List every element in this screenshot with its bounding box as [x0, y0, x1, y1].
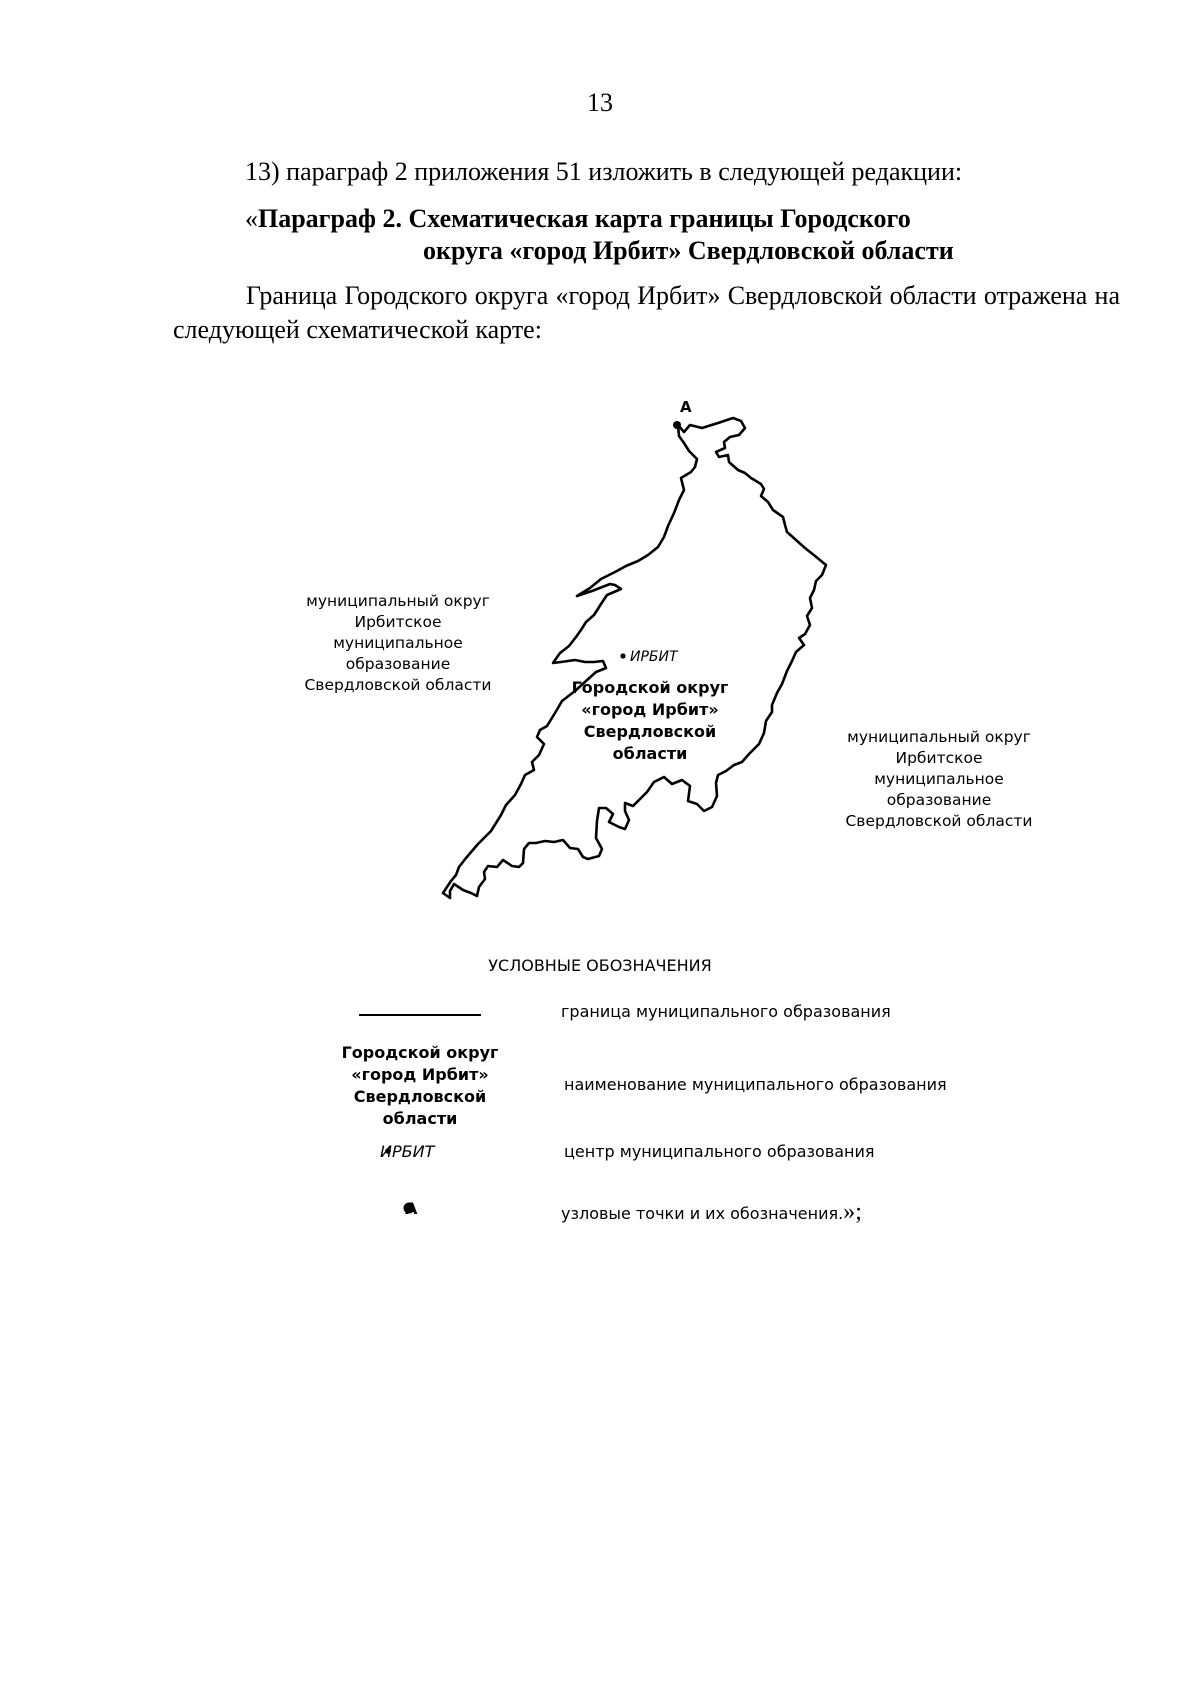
- legend-name-sample: [330, 1042, 510, 1130]
- neighbor-west-line: образование: [345, 655, 451, 673]
- district-name-line: Свердловской: [583, 722, 717, 741]
- legend-center-desc: центр муниципального образования: [564, 1142, 875, 1161]
- city-center-marker: [620, 653, 625, 658]
- boundary-node-marker: [673, 421, 681, 429]
- heading-line-2: округа «город Ирбит» Свердловской области: [423, 236, 954, 265]
- neighbor-west-line: Ирбитское: [354, 613, 442, 631]
- legend-boundary-desc: граница муниципального образования: [561, 1002, 891, 1021]
- district-name-line: Городской округ: [571, 678, 729, 697]
- legend-title: УСЛОВНЫЕ ОБОЗНАЧЕНИЯ: [488, 956, 712, 975]
- heading-line-1: Параграф 2. Схематическая карта границы Городского: [258, 204, 911, 233]
- legend-center-label: ИРБИТ: [380, 1142, 435, 1161]
- legend-name-line: Свердловской: [353, 1087, 487, 1106]
- neighbor-label-west: [278, 591, 518, 696]
- page-number: 13: [587, 88, 613, 117]
- district-name-line: области: [612, 744, 688, 763]
- city-center-label: ИРБИТ: [630, 649, 678, 665]
- neighbor-west-line: муниципальное: [333, 634, 463, 652]
- legend-point-sample: А: [405, 1199, 418, 1218]
- legend-point-desc: узловые точки и их обозначения.: [561, 1204, 844, 1223]
- legend-center-sample: [380, 1142, 434, 1161]
- neighbor-east-line: Свердловской области: [845, 812, 1033, 830]
- legend-name-line: области: [382, 1109, 458, 1128]
- legend-name-line: «город Ирбит»: [351, 1065, 489, 1084]
- neighbor-west-line: муниципальный округ: [306, 592, 490, 610]
- legend-point-row: [561, 1199, 862, 1226]
- body-paragraph: Граница Городского округа «город Ирбит» Свердловской области отражена на следующей схематической карте:: [173, 281, 1120, 344]
- closing-quote: »;: [843, 1199, 862, 1225]
- neighbor-label-east: [819, 727, 1059, 832]
- neighbor-east-line: образование: [886, 791, 992, 809]
- neighbor-east-line: Ирбитское: [895, 749, 983, 767]
- neighbor-east-line: муниципальный округ: [847, 728, 1031, 746]
- node-label-a: А: [680, 398, 692, 416]
- legend-boundary-line: [359, 1014, 481, 1016]
- amendment-instruction: 13) параграф 2 приложения 51 изложить в следующей редакции:: [245, 157, 963, 186]
- legend-name-desc: наименование муниципального образования: [564, 1075, 947, 1094]
- legend-name-line: Городской округ: [341, 1043, 499, 1062]
- district-name-label: [560, 677, 740, 765]
- neighbor-east-line: муниципальное: [874, 770, 1004, 788]
- district-name-line: «город Ирбит»: [581, 700, 719, 719]
- neighbor-west-line: Свердловской области: [304, 676, 492, 694]
- heading-open-quote: «: [245, 204, 258, 233]
